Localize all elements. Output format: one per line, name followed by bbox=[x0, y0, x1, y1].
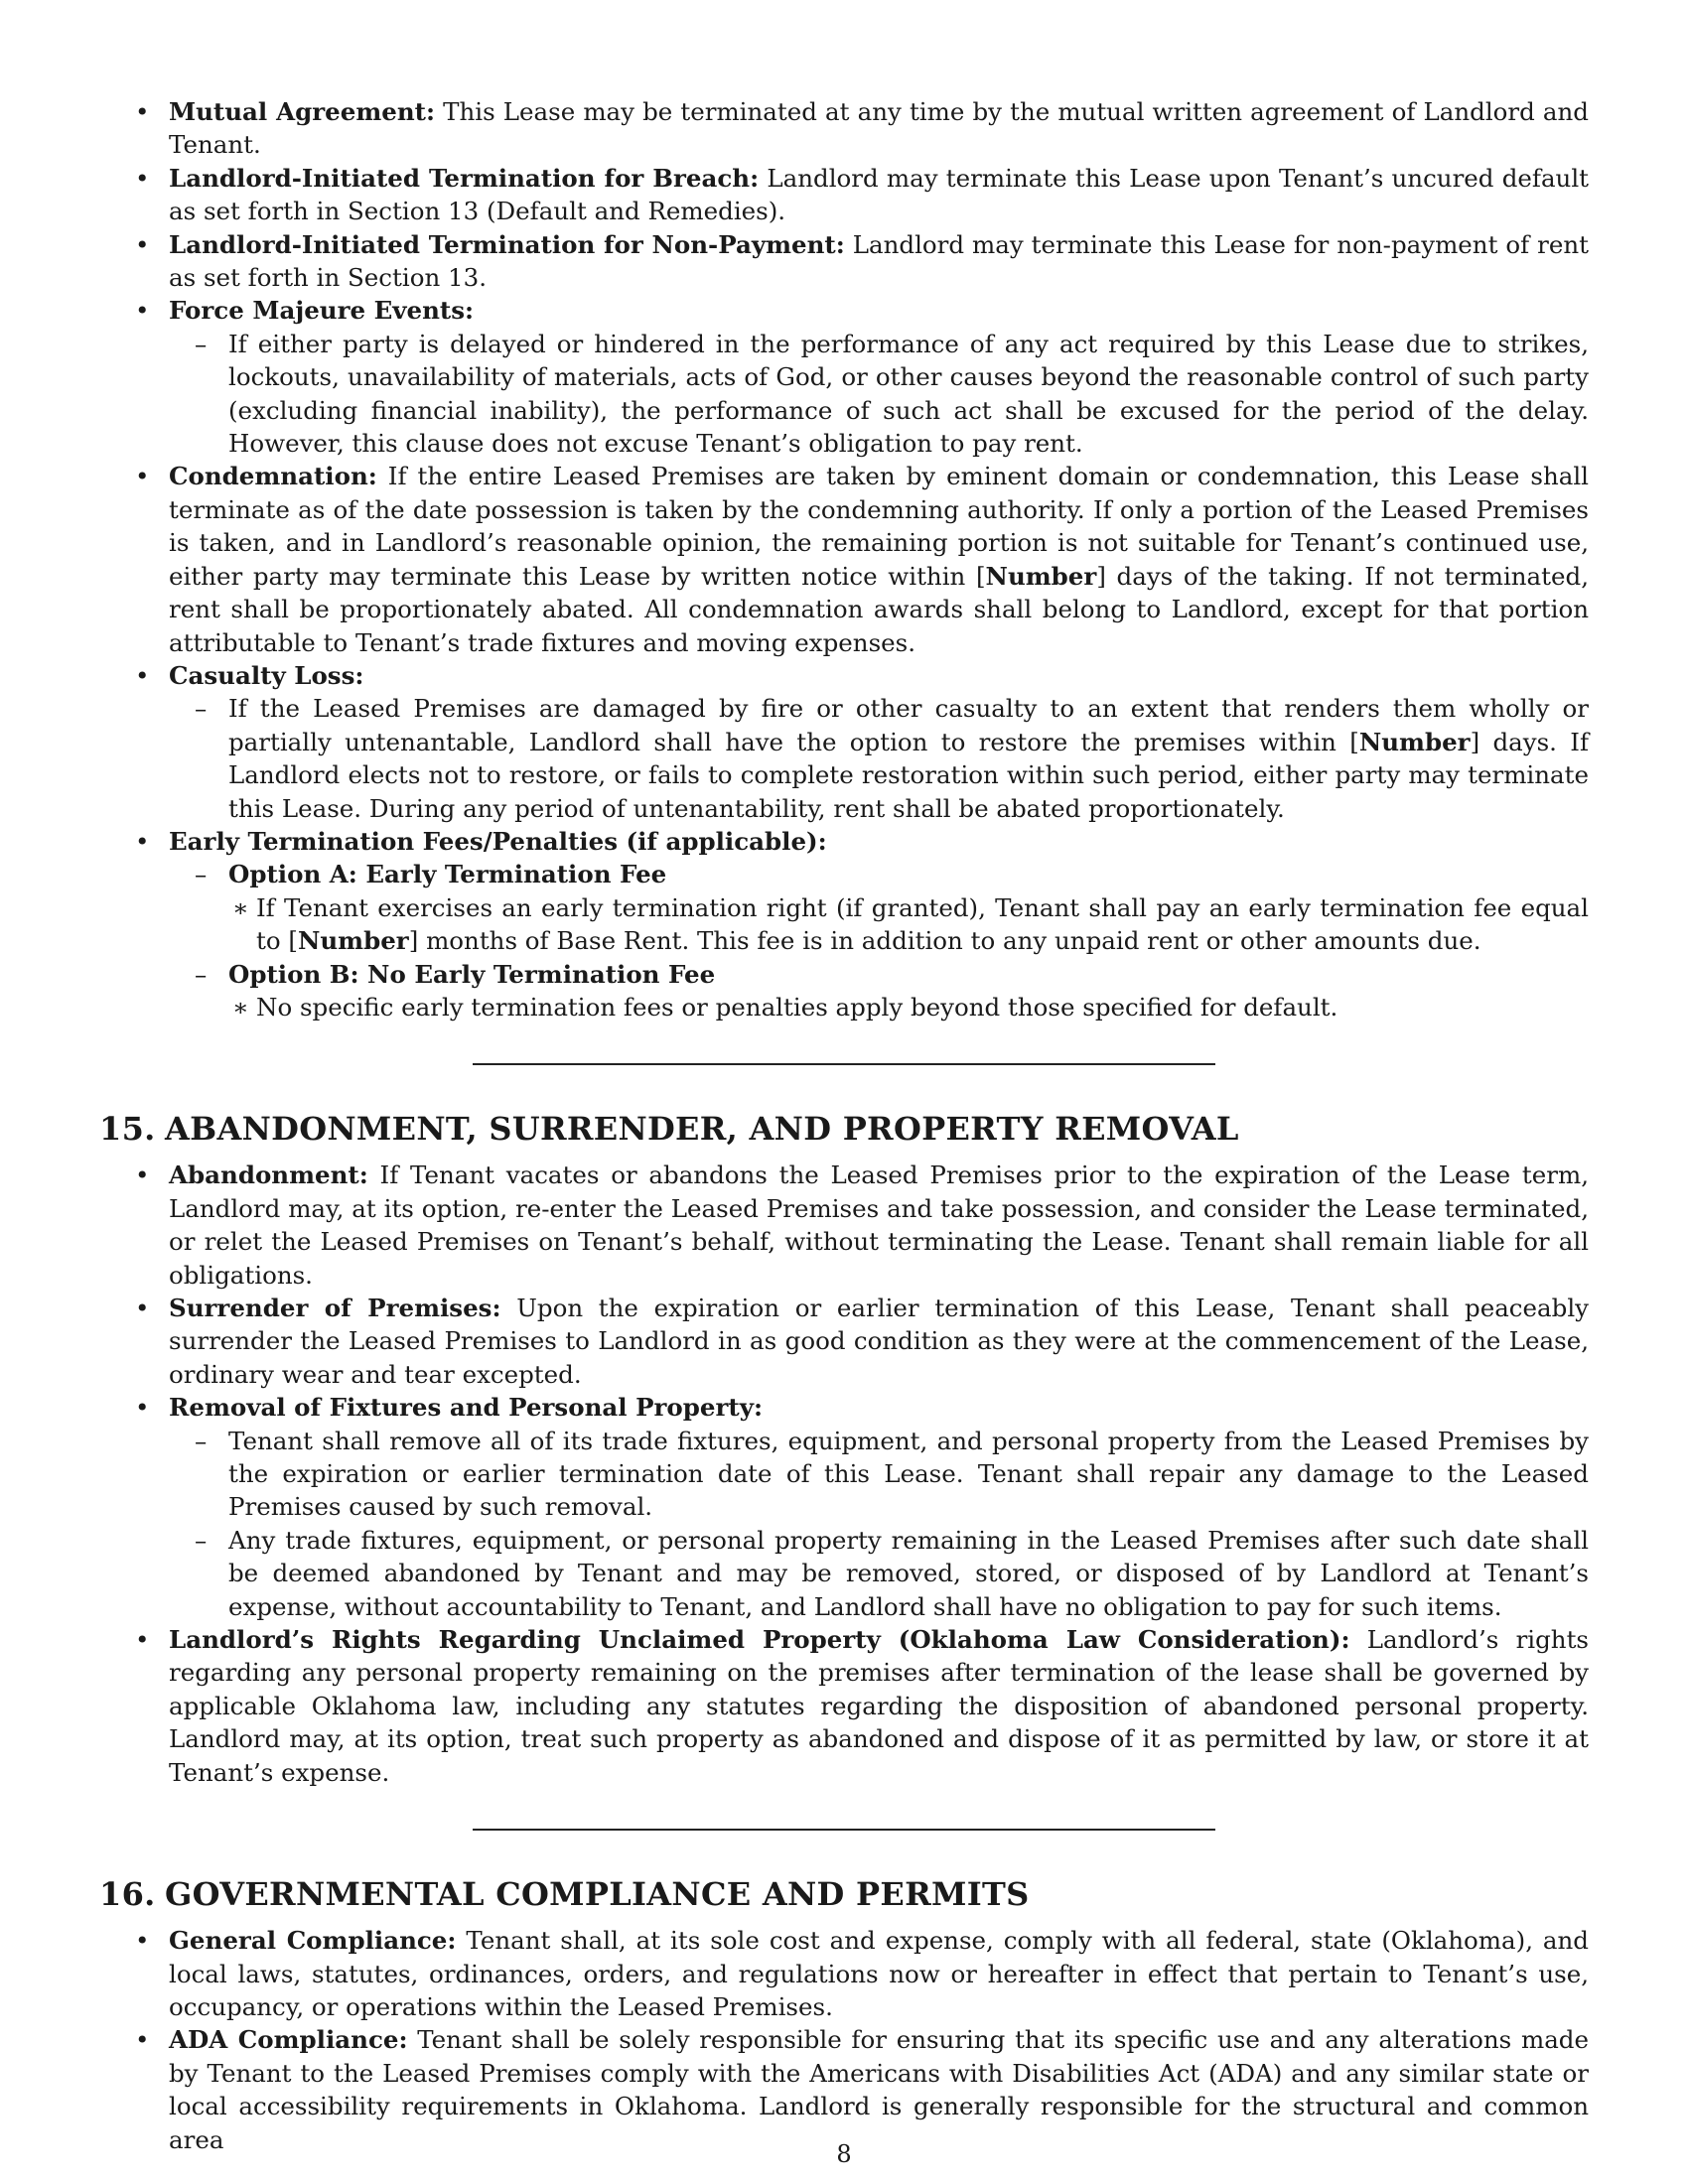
star-marker: ∗ bbox=[232, 892, 249, 922]
item-title: Mutual Agreement: bbox=[169, 97, 436, 126]
bullet-marker: • bbox=[135, 1393, 150, 1423]
sub-item-text: If the Leased Premises are damaged by fire or other casualty to an extent that renders them wholly or partially untenantable, Landlord shall have the option to restore the premises within [ bbox=[228, 694, 1589, 756]
section-title: GOVERNMENTAL COMPLIANCE AND PERMITS bbox=[165, 1875, 1030, 1914]
item-title: Landlord-Initiated Termination for Non-Payment: bbox=[169, 229, 845, 259]
item-text: Tenant shall, at its sole cost and expense, comply with all federal, state (Oklahoma), and local laws, statutes, ordinances, orders, and regulations now or hereafter in effect that pertain to Tenant’s use, occupancy, or operations within the Leased Premises. bbox=[169, 1926, 1589, 2021]
section-number: 16. bbox=[99, 1875, 156, 1914]
section-number: 15. bbox=[99, 1110, 156, 1149]
dash-marker: – bbox=[195, 694, 208, 724]
placeholder-field: Number bbox=[1358, 727, 1471, 756]
dash-marker: – bbox=[195, 860, 208, 889]
section-heading bbox=[99, 1109, 1589, 1149]
sub-item-text: ] days. If Landlord elects not to restore, or fails to complete restoration within such period, either party may terminate this Lease. During any period of untenantability, rent shall be abated proportionately. bbox=[228, 727, 1590, 823]
bullet-marker: • bbox=[135, 2025, 150, 2055]
sub-sub-list-item bbox=[228, 991, 1589, 1024]
bullet-marker: • bbox=[135, 462, 150, 491]
sub-sub-item-text: If Tenant exercises an early termination right (if granted), Tenant shall pay an early termination fee equal to [ bbox=[256, 892, 1589, 956]
item-text: This Lease may be terminated at any time by the mutual written agreement of Landlord and Tenant. bbox=[169, 97, 1589, 160]
sub-item-text: Any trade fixtures, equipment, or personal property remaining in the Leased Premises after such date shall be deemed abandoned by Tenant and may be removed, stored, or disposed of by Landlord at Tenant’s expense, without accountability to Tenant, and Landlord shall have no obligation to pay for such items. bbox=[228, 1525, 1589, 1621]
sub-list-item bbox=[169, 958, 1589, 1024]
placeholder-field: Number bbox=[297, 926, 409, 956]
bullet-marker: • bbox=[135, 229, 150, 259]
item-text: Landlord’s rights regarding any personal property remaining on the premises after termination of the lease shall be governed by applicable Oklahoma law, including any statutes regarding the disposition of abandoned personal property. Landlord may, at its option, treat such property as abandoned and dispose of it as permitted by law, or store it at Tenant’s expense. bbox=[169, 1625, 1589, 1787]
item-title: General Compliance: bbox=[169, 1926, 457, 1956]
section-heading bbox=[99, 1874, 1589, 1914]
list-item bbox=[99, 460, 1589, 658]
bullet-marker: • bbox=[135, 826, 150, 856]
dash-marker: – bbox=[195, 1525, 208, 1555]
item-title: Force Majeure Events: bbox=[169, 296, 475, 326]
item-title: Removal of Fixtures and Personal Property: bbox=[169, 1393, 763, 1423]
bullet-marker: • bbox=[135, 163, 150, 193]
sub-list bbox=[169, 1425, 1589, 1623]
star-marker: ∗ bbox=[232, 992, 249, 1022]
list-item bbox=[99, 1391, 1589, 1623]
item-title: Landlord-Initiated Termination for Breach: bbox=[169, 163, 760, 193]
list-item bbox=[99, 1159, 1589, 1292]
bullet-marker: • bbox=[135, 1160, 150, 1190]
sub-list-item bbox=[169, 328, 1589, 461]
sub-sub-list bbox=[228, 991, 1589, 1024]
placeholder-field: Number bbox=[985, 561, 1097, 591]
sub-list-item bbox=[169, 692, 1589, 825]
item-text: Landlord may terminate this Lease upon Tenant’s uncured default as set forth in Section 13 (Default and Remedies). bbox=[169, 163, 1590, 226]
section-15-list bbox=[99, 1159, 1589, 1789]
sub-list bbox=[169, 328, 1589, 461]
sub-list-item bbox=[169, 1524, 1589, 1623]
item-title: Landlord’s Rights Regarding Unclaimed Property (Oklahoma Law Consideration): bbox=[169, 1625, 1350, 1655]
item-text: If the entire Leased Premises are taken by eminent domain or condemnation, this Lease shall terminate as of the date possession is taken by the condemning authority. If only a portion of the Leased Premises is taken, and in Landlord’s reasonable opinion, the remaining portion is not suitable for Tenant’s continued use, either party may terminate this Lease by written notice within [ bbox=[169, 462, 1589, 591]
item-title: Condemnation: bbox=[169, 462, 377, 491]
dash-marker: – bbox=[195, 329, 208, 358]
list-item bbox=[99, 228, 1589, 295]
list-item bbox=[99, 825, 1589, 1024]
list-item bbox=[99, 162, 1589, 228]
item-title: Early Termination Fees/Penalties (if applicable): bbox=[169, 826, 827, 856]
sub-item-text: If either party is delayed or hindered in the performance of any act required by this Lease due to strikes, lockouts, unavailability of materials, acts of God, or other causes beyond the reasonable control of such party (excluding financial inability), the performance of such act shall be excused for the period of the delay. However, this clause does not excuse Tenant’s obligation to pay rent. bbox=[228, 329, 1589, 459]
list-item bbox=[99, 95, 1589, 162]
bullet-marker: • bbox=[135, 1926, 150, 1956]
item-text: Tenant shall be solely responsible for ensuring that its specific use and any alterations made by Tenant to the Leased Premises comply with the Americans with Disabilities Act (ADA) and any similar state or local accessibility requirements in Oklahoma. Landlord is generally responsible for the structural and common area bbox=[169, 2025, 1589, 2154]
bullet-marker: • bbox=[135, 296, 150, 326]
item-text: If Tenant vacates or abandons the Leased Premises prior to the expiration of the Lease term, Landlord may, at its option, re-enter the Leased Premises and take possession, and consider the Lease terminated, or relet the Leased Premises on Tenant’s behalf, without terminating the Lease. Tenant shall remain liable for all obligations. bbox=[169, 1160, 1589, 1290]
bullet-marker: • bbox=[135, 660, 150, 690]
section-divider bbox=[473, 1063, 1215, 1065]
page-number: 8 bbox=[836, 2140, 852, 2168]
sub-sub-item-text: ] months of Base Rent. This fee is in addition to any unpaid rent or other amounts due. bbox=[408, 926, 1481, 956]
item-title: Surrender of Premises: bbox=[169, 1294, 501, 1322]
bullet-marker: • bbox=[135, 1625, 150, 1655]
item-text: Landlord may terminate this Lease for non-payment of rent as set forth in Section 13. bbox=[169, 229, 1589, 293]
item-title: Casualty Loss: bbox=[169, 660, 364, 690]
sub-list-item bbox=[169, 858, 1589, 957]
option-title: Option B: No Early Termination Fee bbox=[228, 959, 716, 989]
list-item bbox=[99, 1623, 1589, 1789]
item-title: ADA Compliance: bbox=[169, 2025, 408, 2055]
sub-list bbox=[169, 858, 1589, 1024]
item-title: Abandonment: bbox=[169, 1160, 368, 1190]
dash-marker: – bbox=[195, 959, 208, 989]
bullet-marker: • bbox=[135, 97, 150, 126]
list-item bbox=[99, 1924, 1589, 2023]
sub-sub-list bbox=[228, 891, 1589, 958]
termination-list bbox=[99, 95, 1589, 1024]
sub-sub-item-text: No specific early termination fees or penalties apply beyond those specified for default. bbox=[256, 992, 1338, 1022]
sub-sub-list-item bbox=[228, 891, 1589, 958]
section-title: ABANDONMENT, SURRENDER, AND PROPERTY REMOVAL bbox=[165, 1110, 1239, 1149]
sub-list bbox=[169, 692, 1589, 825]
option-title: Option A: Early Termination Fee bbox=[228, 860, 667, 889]
document-page bbox=[99, 95, 1589, 2156]
dash-marker: – bbox=[195, 1426, 208, 1455]
sub-list-item bbox=[169, 1425, 1589, 1524]
list-item bbox=[99, 1292, 1589, 1391]
list-item bbox=[99, 2023, 1589, 2156]
bullet-marker: • bbox=[135, 1294, 150, 1322]
list-item bbox=[99, 294, 1589, 460]
item-text: ] days of the taking. If not terminated, rent shall be proportionately abated. All condemnation awards shall belong to Landlord, except for that portion attributable to Tenant’s trade fixtures and moving expenses. bbox=[169, 561, 1589, 657]
section-16-list bbox=[99, 1924, 1589, 2156]
section-divider bbox=[473, 1829, 1215, 1831]
sub-item-text: Tenant shall remove all of its trade fixtures, equipment, and personal property from the Leased Premises by the expiration or earlier termination date of this Lease. Tenant shall repair any damage to the Leased Premises caused by such removal. bbox=[228, 1426, 1589, 1522]
list-item bbox=[99, 659, 1589, 825]
item-text: Upon the expiration or earlier termination of this Lease, Tenant shall peaceably surrender the Leased Premises to Landlord in as good condition as they were at the commencement of the Lease, ordinary wear and tear excepted. bbox=[169, 1294, 1589, 1389]
